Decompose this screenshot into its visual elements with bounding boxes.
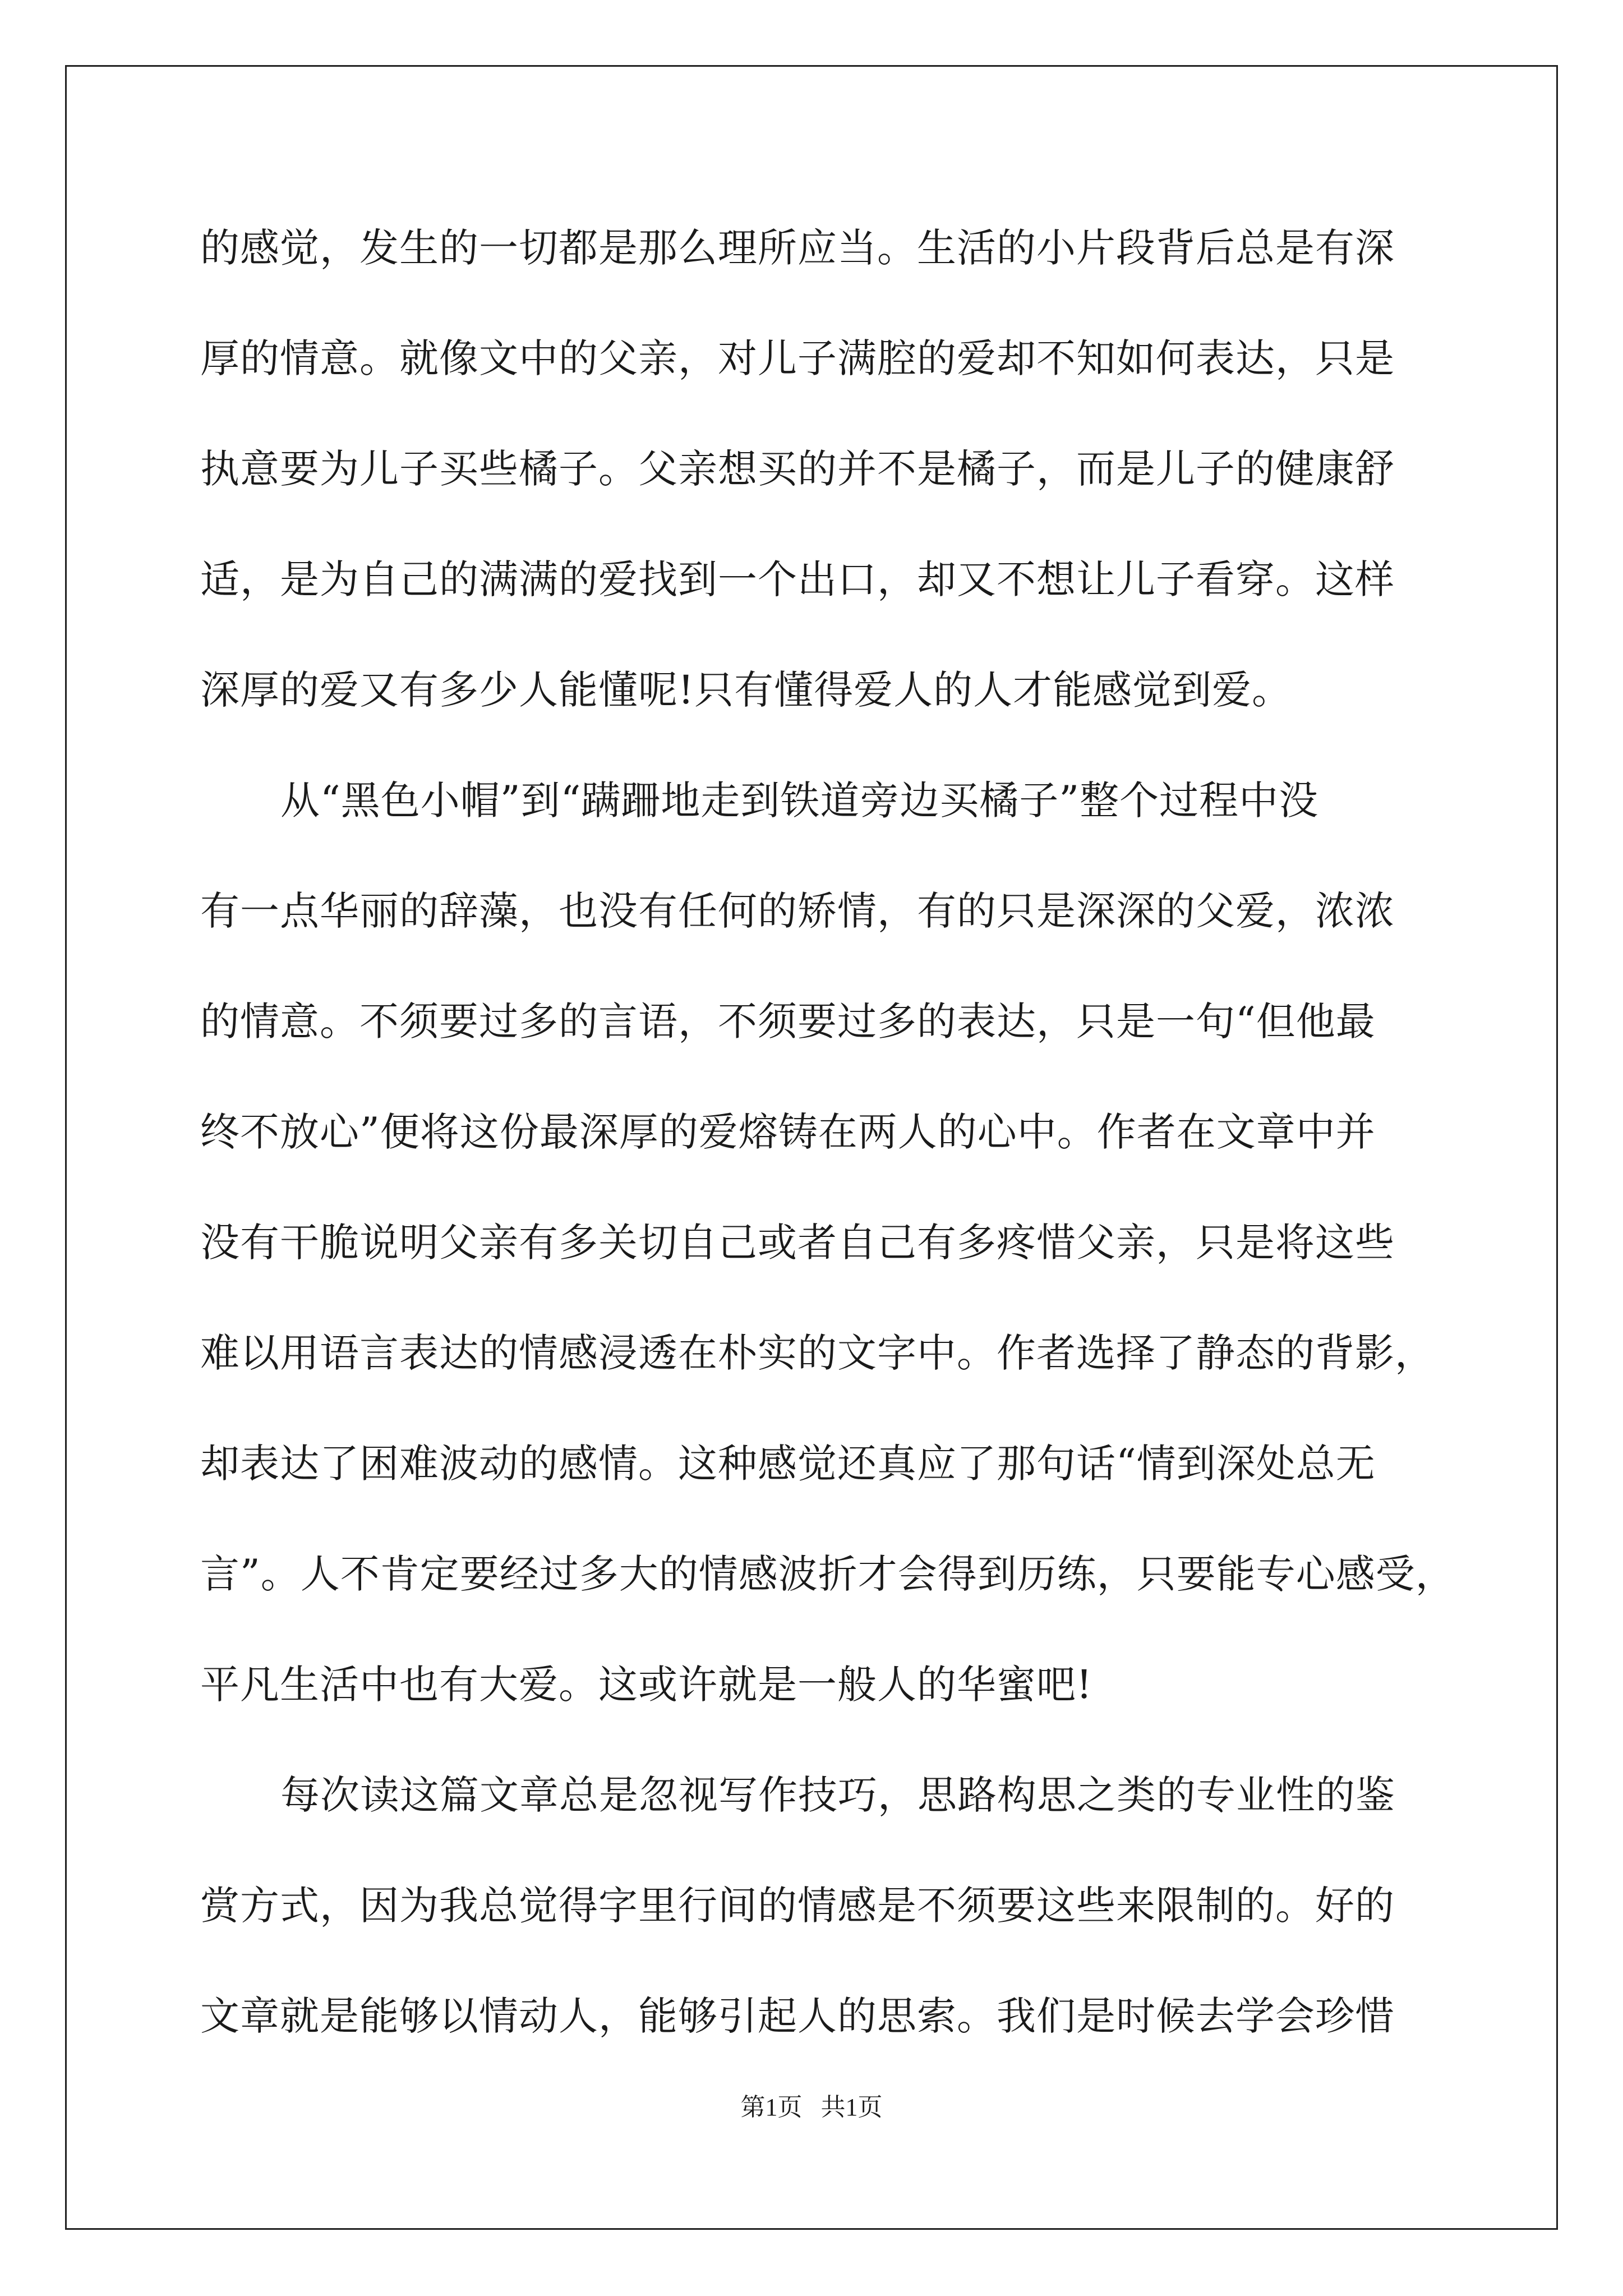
text-line: 深厚的爱又有多少人能懂呢!只有懂得爱人的人才能感觉到爱。 (200, 667, 1292, 713)
text-line: 的感觉，发生的一切都是那么理所应当。生活的小片段背后总是有深 (200, 225, 1395, 271)
text-line: 有一点华丽的辞藻，也没有任何的矫情，有的只是深深的父爱，浓浓 (200, 888, 1395, 934)
paragraph-start-line: 每次读这篇文章总是忽视写作技巧，思路构思之类的专业性的鉴 (280, 1772, 1395, 1818)
page-number-footer: 第1页 共1页 (740, 2093, 883, 2121)
text-line: 厚的情意。就像文中的父亲，对儿子满腔的爱却不知如何表达，只是 (200, 335, 1395, 381)
text-line: 没有干脆说明父亲有多关切自己或者自己有多疼惜父亲，只是将这些 (200, 1220, 1395, 1266)
paragraph-start-line: 从“黑色小帽”到“蹒跚地走到铁道旁边买橘子”整个过程中没 (280, 777, 1319, 823)
text-line: 适，是为自己的满满的爱找到一个出口，却又不想让儿子看穿。这样 (200, 556, 1395, 602)
text-line: 平凡生活中也有大爱。这或许就是一般人的华蜜吧! (200, 1662, 1093, 1708)
text-line: 难以用语言表达的情感浸透在朴实的文字中。作者选择了静态的背影， (200, 1330, 1435, 1376)
text-line: 文章就是能够以情动人，能够引起人的思索。我们是时候去学会珍惜 (200, 1993, 1395, 2039)
text-line: 执意要为儿子买些橘子。父亲想买的并不是橘子，而是儿子的健康舒 (200, 446, 1395, 492)
text-line: 终不放心”便将这份最深厚的爱熔铸在两人的心中。作者在文章中并 (200, 1109, 1376, 1155)
text-line: 赏方式，因为我总觉得字里行间的情感是不须要这些来限制的。好的 (200, 1883, 1395, 1929)
text-line: 的情意。不须要过多的言语，不须要过多的表达，只是一句“但他最 (200, 999, 1376, 1045)
text-line: 言”。人不肯定要经过多大的情感波折才会得到历练，只要能专心感受， (200, 1551, 1455, 1597)
text-line: 却表达了困难波动的感情。这种感觉还真应了那句话“情到深处总无 (200, 1441, 1376, 1487)
